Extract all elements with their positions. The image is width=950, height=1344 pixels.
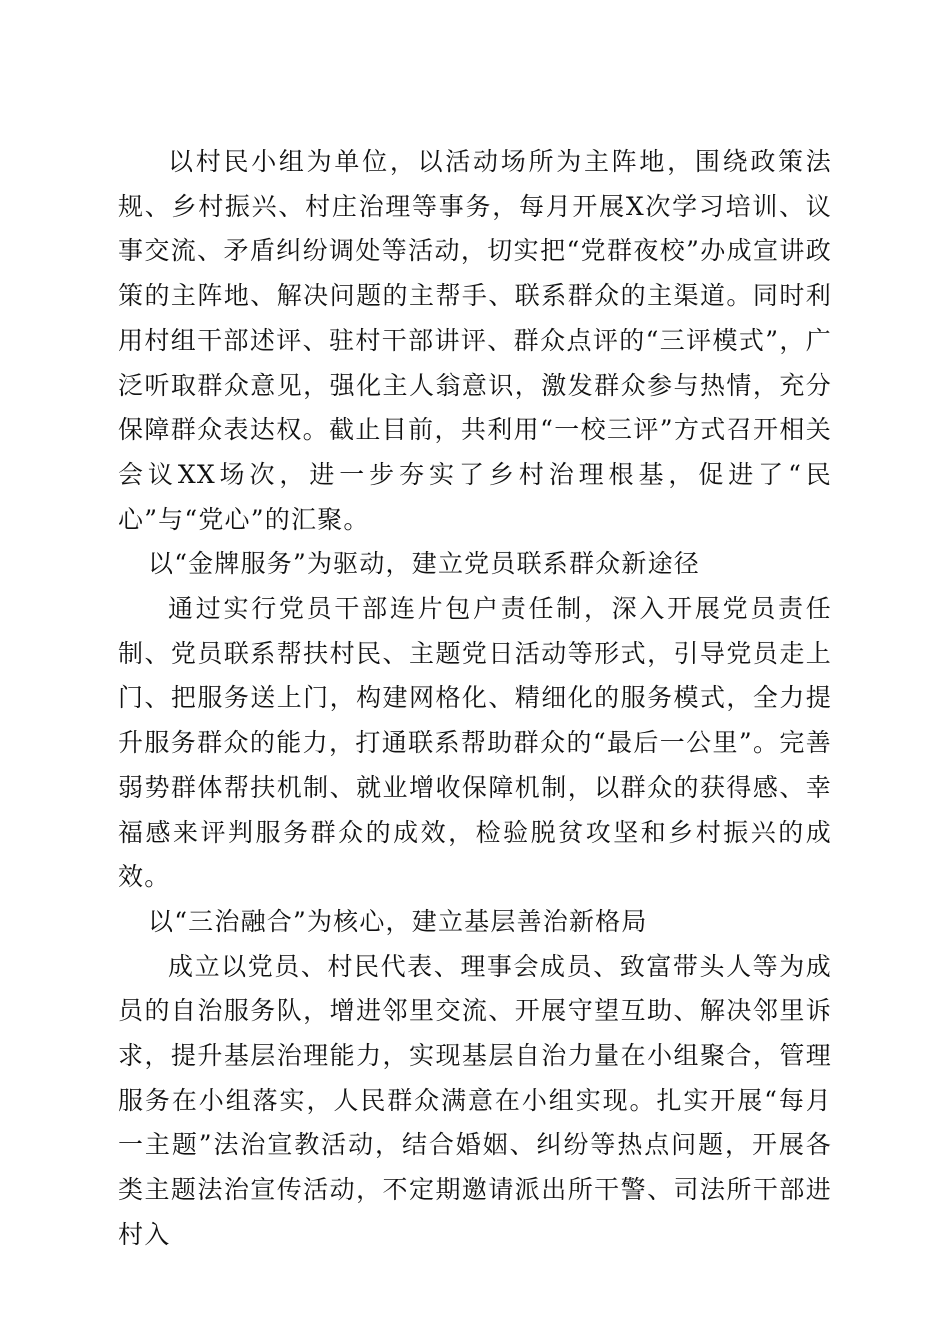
section-heading-gold-service: 以“金牌服务”为驱动，建立党员联系群众新途径 [148,549,700,579]
section-heading-three-governance: 以“三治融合”为核心，建立基层善治新格局 [148,906,648,936]
document-body [118,140,832,1258]
paragraph-villager-group-night-school: 以村民小组为单位，以活动场所为主阵地，围绕政策法规、乡村振兴、村庄治理等事务，每月开展X次学习培训、议事交流、矛盾纠纷调处等活动，切实把“党群夜校”办成宣讲政策的主阵地、解决问题的主帮手、联系群众的主渠道。同时利用村组干部述评、驻村干部讲评、群众点评的“三评模式”，广泛听取群众意见，强化主人翁意识，激发群众参与热情，充分保障群众表达权。截止目前，共利用“一校三评”方式召开相关会议XX场次，进一步夯实了乡村治理根基，促进了“民心”与“党心”的汇聚。 [118,147,832,534]
paragraph-self-governance-team: 成立以党员、村民代表、理事会成员、致富带头人等为成员的自治服务队，增进邻里交流、开展守望互助、解决邻里诉求，提升基层治理能力，实现基层自治力量在小组聚合，管理服务在小组落实，人民群众满意在小组实现。扎实开展“每月一主题”法治宣教活动，结合婚姻、纠纷等热点问题，开展各类主题法治宣传活动，不定期邀请派出所干警、司法所干部进村入 [118,951,832,1249]
paragraph-party-member-service: 通过实行党员干部连片包户责任制，深入开展党员责任制、党员联系帮扶村民、主题党日活动等形式，引导党员走上门、把服务送上门，构建网格化、精细化的服务模式，全力提升服务群众的能力，打通联系帮助群众的“最后一公里”。完善弱势群体帮扶机制、就业增收保障机制，以群众的获得感、幸福感来评判服务群众的成效，检验脱贫攻坚和乡村振兴的成效。 [118,594,832,892]
